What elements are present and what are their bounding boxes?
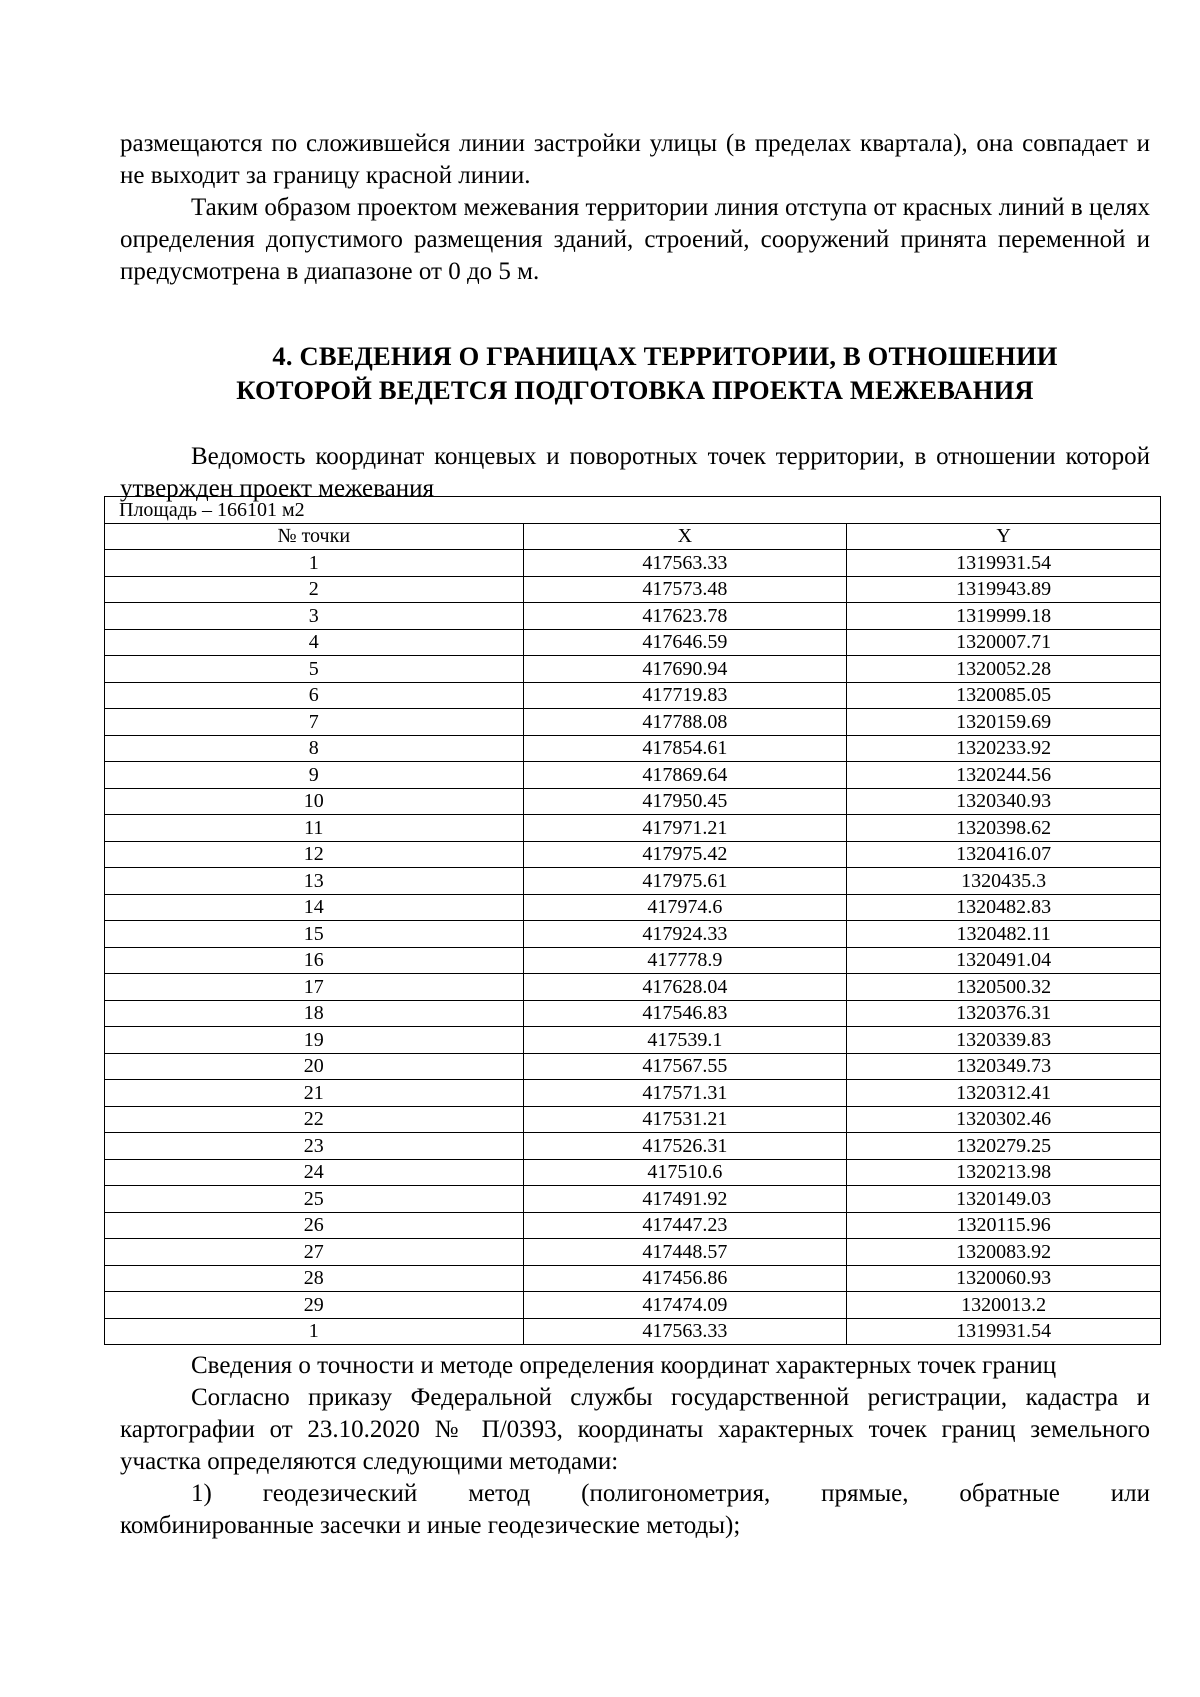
cell-x: 417546.83 [523,1000,847,1027]
cell-x: 417974.6 [523,894,847,921]
table-row [105,1239,1161,1266]
table-row [105,603,1161,630]
cell-point-number: 12 [105,841,524,868]
table-row [105,709,1161,736]
cell-y: 1320007.71 [847,629,1161,656]
table-row [105,1159,1161,1186]
cell-x: 417975.61 [523,868,847,895]
coordinates-table [104,496,1161,1345]
cell-point-number: 18 [105,1000,524,1027]
cell-x: 417571.31 [523,1080,847,1107]
cell-x: 417719.83 [523,682,847,709]
cell-x: 417447.23 [523,1212,847,1239]
cell-point-number: 15 [105,921,524,948]
cell-x: 417924.33 [523,921,847,948]
cell-point-number: 1 [105,1318,524,1345]
cell-y: 1320279.25 [847,1133,1161,1160]
methods-list-item-1 [120,1478,1150,1542]
cell-point-number: 13 [105,868,524,895]
cell-x: 417448.57 [523,1239,847,1266]
cell-y: 1320083.92 [847,1239,1161,1266]
table-row [105,788,1161,815]
cell-y: 1320435.3 [847,868,1161,895]
table-area-row [105,497,1161,524]
cell-point-number: 23 [105,1133,524,1160]
cell-x: 417628.04 [523,974,847,1001]
table-row [105,629,1161,656]
cell-x: 417869.64 [523,762,847,789]
cell-x: 417474.09 [523,1292,847,1319]
table-row [105,576,1161,603]
document-page [120,128,1150,1542]
cell-point-number: 20 [105,1053,524,1080]
cell-point-number: 26 [105,1212,524,1239]
accuracy-paragraph: Сведения о точности и методе определения координат характерных точек границ [191,1352,1057,1379]
cell-point-number: 3 [105,603,524,630]
table-row [105,1265,1161,1292]
cell-x: 417690.94 [523,656,847,683]
cell-point-number: 29 [105,1292,524,1319]
cell-y: 1320349.73 [847,1053,1161,1080]
table-row [105,868,1161,895]
cell-x: 417563.33 [523,1318,847,1345]
table-header-row [105,523,1161,550]
table-row [105,841,1161,868]
table-row [105,1292,1161,1319]
order-paragraph: Согласно приказу Федеральной службы государственной регистрации, кадастра и картографии от 23.10.2020 № П/0393, координаты характерных точек границ земельного участка определяются следующими методами: [120,1384,1150,1475]
cell-y: 1319931.54 [847,550,1161,577]
cell-y: 1320500.32 [847,974,1161,1001]
cell-y: 1320115.96 [847,1212,1161,1239]
cell-point-number: 5 [105,656,524,683]
cell-y: 1320302.46 [847,1106,1161,1133]
cell-y: 1320159.69 [847,709,1161,736]
cell-point-number: 6 [105,682,524,709]
cell-y: 1320482.83 [847,894,1161,921]
intro-paragraph-1: размещаются по сложившейся линии застройки улицы (в пределах квартала), она совпадает и не выходит за границу красной линии. [120,130,1150,189]
section-heading [120,339,1150,407]
table-row [105,682,1161,709]
header-y: Y [847,523,1161,550]
cell-x: 417531.21 [523,1106,847,1133]
cell-x: 417788.08 [523,709,847,736]
table-row [105,1318,1161,1345]
table-row [105,1080,1161,1107]
cell-y: 1320491.04 [847,947,1161,974]
table-row [105,1053,1161,1080]
header-x: X [523,523,847,550]
table-row [105,947,1161,974]
cell-x: 417950.45 [523,788,847,815]
cell-point-number: 11 [105,815,524,842]
cell-point-number: 1 [105,550,524,577]
cell-point-number: 24 [105,1159,524,1186]
cell-y: 1320340.93 [847,788,1161,815]
table-caption: Ведомость координат концевых и поворотных точек территории, в отношении которой утвержден проект межевания [120,443,1150,502]
table-row [105,1027,1161,1054]
cell-x: 417975.42 [523,841,847,868]
table-row [105,1186,1161,1213]
table-row [105,1133,1161,1160]
table-row [105,656,1161,683]
section-heading-line-1: 4. СВЕДЕНИЯ О ГРАНИЦАХ ТЕРРИТОРИИ, В ОТНОШЕНИИ [272,341,1058,371]
table-row [105,815,1161,842]
cell-y: 1320376.31 [847,1000,1161,1027]
cell-point-number: 16 [105,947,524,974]
cell-point-number: 19 [105,1027,524,1054]
cell-x: 417646.59 [523,629,847,656]
cell-point-number: 9 [105,762,524,789]
cell-point-number: 17 [105,974,524,1001]
cell-point-number: 8 [105,735,524,762]
cell-y: 1320244.56 [847,762,1161,789]
section-heading-line-2: КОТОРОЙ ВЕДЕТСЯ ПОДГОТОВКА ПРОЕКТА МЕЖЕВАНИЯ [236,375,1034,405]
cell-y: 1320416.07 [847,841,1161,868]
cell-y: 1320085.05 [847,682,1161,709]
cell-x: 417539.1 [523,1027,847,1054]
cell-y: 1320013.2 [847,1292,1161,1319]
cell-x: 417778.9 [523,947,847,974]
cell-x: 417854.61 [523,735,847,762]
cell-x: 417567.55 [523,1053,847,1080]
table-row [105,974,1161,1001]
cell-y: 1320312.41 [847,1080,1161,1107]
cell-point-number: 22 [105,1106,524,1133]
table-row [105,1106,1161,1133]
cell-x: 417526.31 [523,1133,847,1160]
cell-x: 417623.78 [523,603,847,630]
table-row [105,921,1161,948]
methods-list-item-1-line-2: комбинированные засечки и иные геодезические методы); [120,1512,741,1539]
table-row [105,550,1161,577]
cell-point-number: 4 [105,629,524,656]
cell-point-number: 27 [105,1239,524,1266]
cell-y: 1320233.92 [847,735,1161,762]
cell-x: 417510.6 [523,1159,847,1186]
cell-point-number: 10 [105,788,524,815]
table-row [105,1212,1161,1239]
cell-y: 1320060.93 [847,1265,1161,1292]
cell-x: 417563.33 [523,550,847,577]
cell-y: 1319943.89 [847,576,1161,603]
intro-paragraph-2: Таким образом проектом межевания территории линия отступа от красных линий в целях определения допустимого размещения зданий, строений, сооружений принята переменной и предусмотрена в диапазоне от 0 до 5 м. [120,194,1150,285]
cell-y: 1320149.03 [847,1186,1161,1213]
table-row [105,894,1161,921]
cell-y: 1320052.28 [847,656,1161,683]
table-row [105,735,1161,762]
table-row [105,1000,1161,1027]
cell-x: 417573.48 [523,576,847,603]
cell-y: 1320482.11 [847,921,1161,948]
cell-y: 1320213.98 [847,1159,1161,1186]
cell-point-number: 2 [105,576,524,603]
cell-y: 1320398.62 [847,815,1161,842]
cell-x: 417491.92 [523,1186,847,1213]
cell-y: 1320339.83 [847,1027,1161,1054]
cell-y: 1319999.18 [847,603,1161,630]
cell-point-number: 25 [105,1186,524,1213]
area-label: Площадь – 166101 м2 [105,497,1161,524]
cell-point-number: 14 [105,894,524,921]
methods-list-item-1-line-1: 1) геодезический метод (полигонометрия, прямые, обратные или [191,1480,1150,1507]
cell-y: 1319931.54 [847,1318,1161,1345]
cell-x: 417456.86 [523,1265,847,1292]
table-row [105,762,1161,789]
cell-point-number: 21 [105,1080,524,1107]
cell-x: 417971.21 [523,815,847,842]
header-point-number: № точки [105,523,524,550]
cell-point-number: 28 [105,1265,524,1292]
cell-point-number: 7 [105,709,524,736]
